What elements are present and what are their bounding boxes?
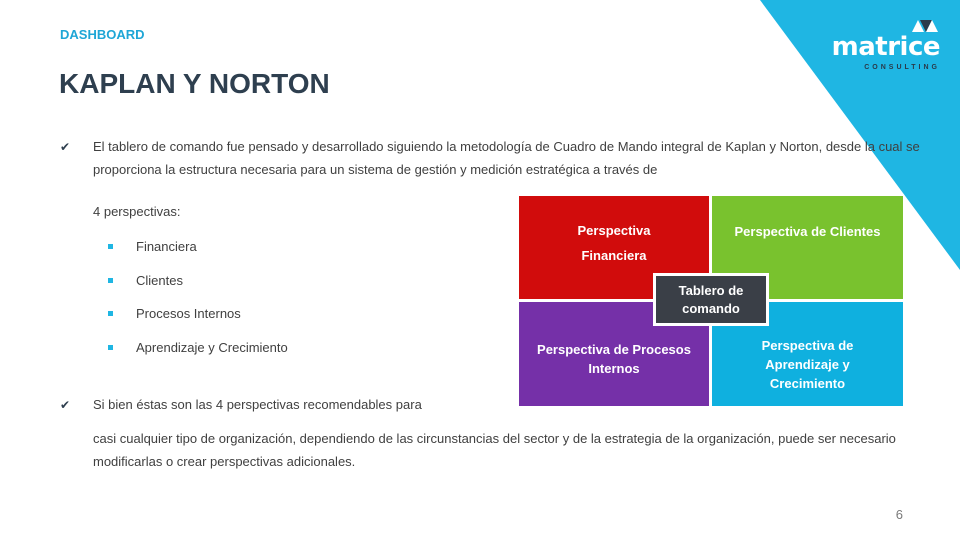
quadrant-label: Perspectiva de Procesos Internos bbox=[537, 342, 691, 376]
logo-subtitle: CONSULTING bbox=[864, 64, 940, 71]
paragraph-intro-continued: 4 perspectivas: bbox=[93, 204, 181, 219]
center-box-tablero bbox=[653, 273, 769, 326]
list-item-label: Financiera bbox=[136, 239, 197, 255]
perspectives-diagram bbox=[519, 196, 903, 406]
list-item-label: Procesos Internos bbox=[136, 306, 241, 322]
quadrant-label: Perspectiva Financiera bbox=[577, 222, 651, 263]
center-box-label: Tablero de comando bbox=[678, 282, 744, 316]
square-bullet-icon bbox=[108, 278, 113, 283]
paragraph-note: Si bien éstas son las 4 perspectivas recomendables para bbox=[93, 397, 422, 412]
list-item-label: Clientes bbox=[136, 272, 183, 288]
paragraph-intro: El tablero de comando fue pensado y desarrollado siguiendo la metodología de Cuadro de Mando integral de Kaplan y Norton, desde la cual se proporciona la estructura necesaria para un sistema de gestión y medición estratégica a través de bbox=[93, 139, 920, 177]
square-bullet-icon bbox=[108, 244, 113, 249]
matrice-logo bbox=[831, 18, 940, 73]
page-title: KAPLAN Y NORTON bbox=[59, 68, 330, 99]
checkmark-icon: ✔ bbox=[60, 140, 71, 154]
logo-mark-icon bbox=[912, 18, 938, 32]
logo-wordmark: matrice bbox=[831, 32, 940, 62]
checkmark-icon: ✔ bbox=[60, 398, 71, 412]
list-item bbox=[108, 331, 288, 365]
square-bullet-icon bbox=[108, 345, 113, 350]
list-item bbox=[108, 264, 288, 298]
square-bullet-icon bbox=[108, 311, 113, 316]
section-kicker: DASHBOARD bbox=[60, 27, 145, 42]
perspectives-list bbox=[108, 230, 288, 364]
quadrant-label: Perspectiva de Clientes bbox=[734, 224, 881, 239]
list-item bbox=[108, 297, 288, 331]
page-number: 6 bbox=[895, 507, 903, 522]
list-item bbox=[108, 230, 288, 264]
list-item-label: Aprendizaje y Crecimiento bbox=[136, 339, 288, 355]
quadrant-label: Perspectiva de Aprendizaje y Crecimiento bbox=[761, 337, 854, 391]
paragraph-note-continued: casi cualquier tipo de organización, dependiendo de las circunstancias del sector y de la estrategia de la organización, puede ser necesario modificarlas o crear perspectivas adicionales. bbox=[93, 431, 896, 469]
